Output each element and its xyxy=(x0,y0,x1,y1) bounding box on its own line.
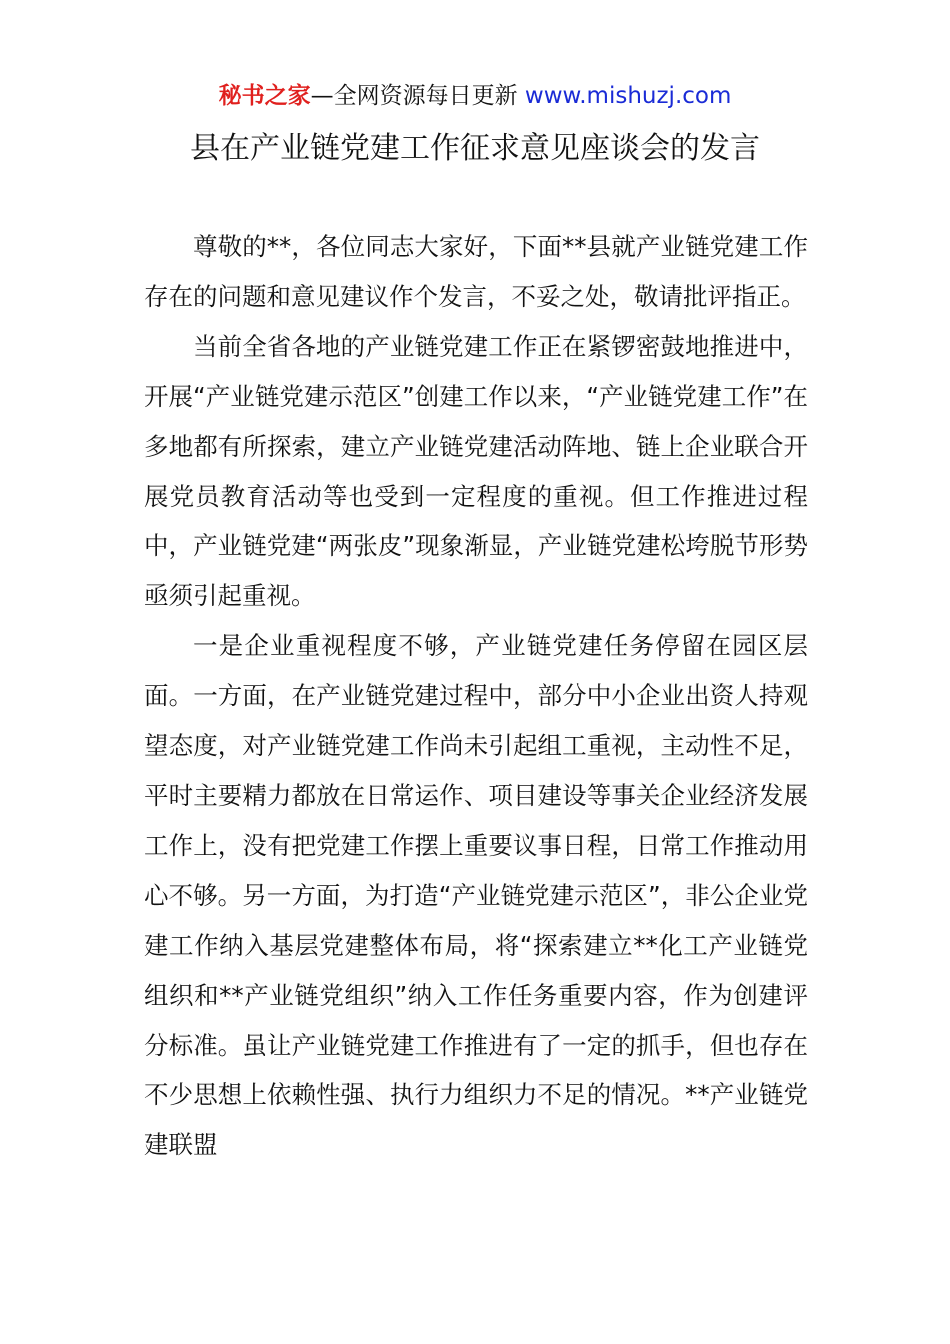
site-url-link[interactable]: www.mishuzj.com xyxy=(524,83,732,109)
paragraph-issue-one: 一是企业重视程度不够，产业链党建任务停留在园区层面。一方面，在产业链党建过程中，部分中小企业出资人持观望态度，对产业链党建工作尚未引起组工重视，主动性不足，平时主要精力都放在日常运作、项目建设等事关企业经济发展工作上，没有把党建工作摆上重要议事日程，日常工作推动用心不够。另一方面，为打造“产业链党建示范区”，非公企业党建工作纳入基层党建整体布局，将“探索建立**化工产业链党组织和**产业链党组织”纳入工作任务重要内容，作为创建评分标准。虽让产业链党建工作推进有了一定的抓手，但也存在不少思想上依赖性强、执行力组织力不足的情况。**产业链党建联盟 xyxy=(144,631,808,1160)
document-body xyxy=(144,222,808,1170)
document-title: 县在产业链党建工作征求意见座谈会的发言 xyxy=(190,131,760,166)
paragraph-background: 当前全省各地的产业链党建工作正在紧锣密鼓地推进中，开展“产业链党建示范区”创建工作以来，“产业链党建工作”在多地都有所探索，建立产业链党建活动阵地、链上企业联合开展党员教育活动等也受到一定程度的重视。但工作推进过程中，产业链党建“两张皮”现象渐显，产业链党建松垮脱节形势亟须引起重视。 xyxy=(144,331,808,611)
header-tagline: —全网资源每日更新 xyxy=(310,83,518,109)
paragraph-greeting: 尊敬的**，各位同志大家好，下面**县就产业链党建工作存在的问题和意见建议作个发言，不妥之处，敬请批评指正。 xyxy=(144,232,808,311)
site-header xyxy=(0,80,950,112)
brand-name[interactable]: 秘书之家 xyxy=(218,83,311,109)
